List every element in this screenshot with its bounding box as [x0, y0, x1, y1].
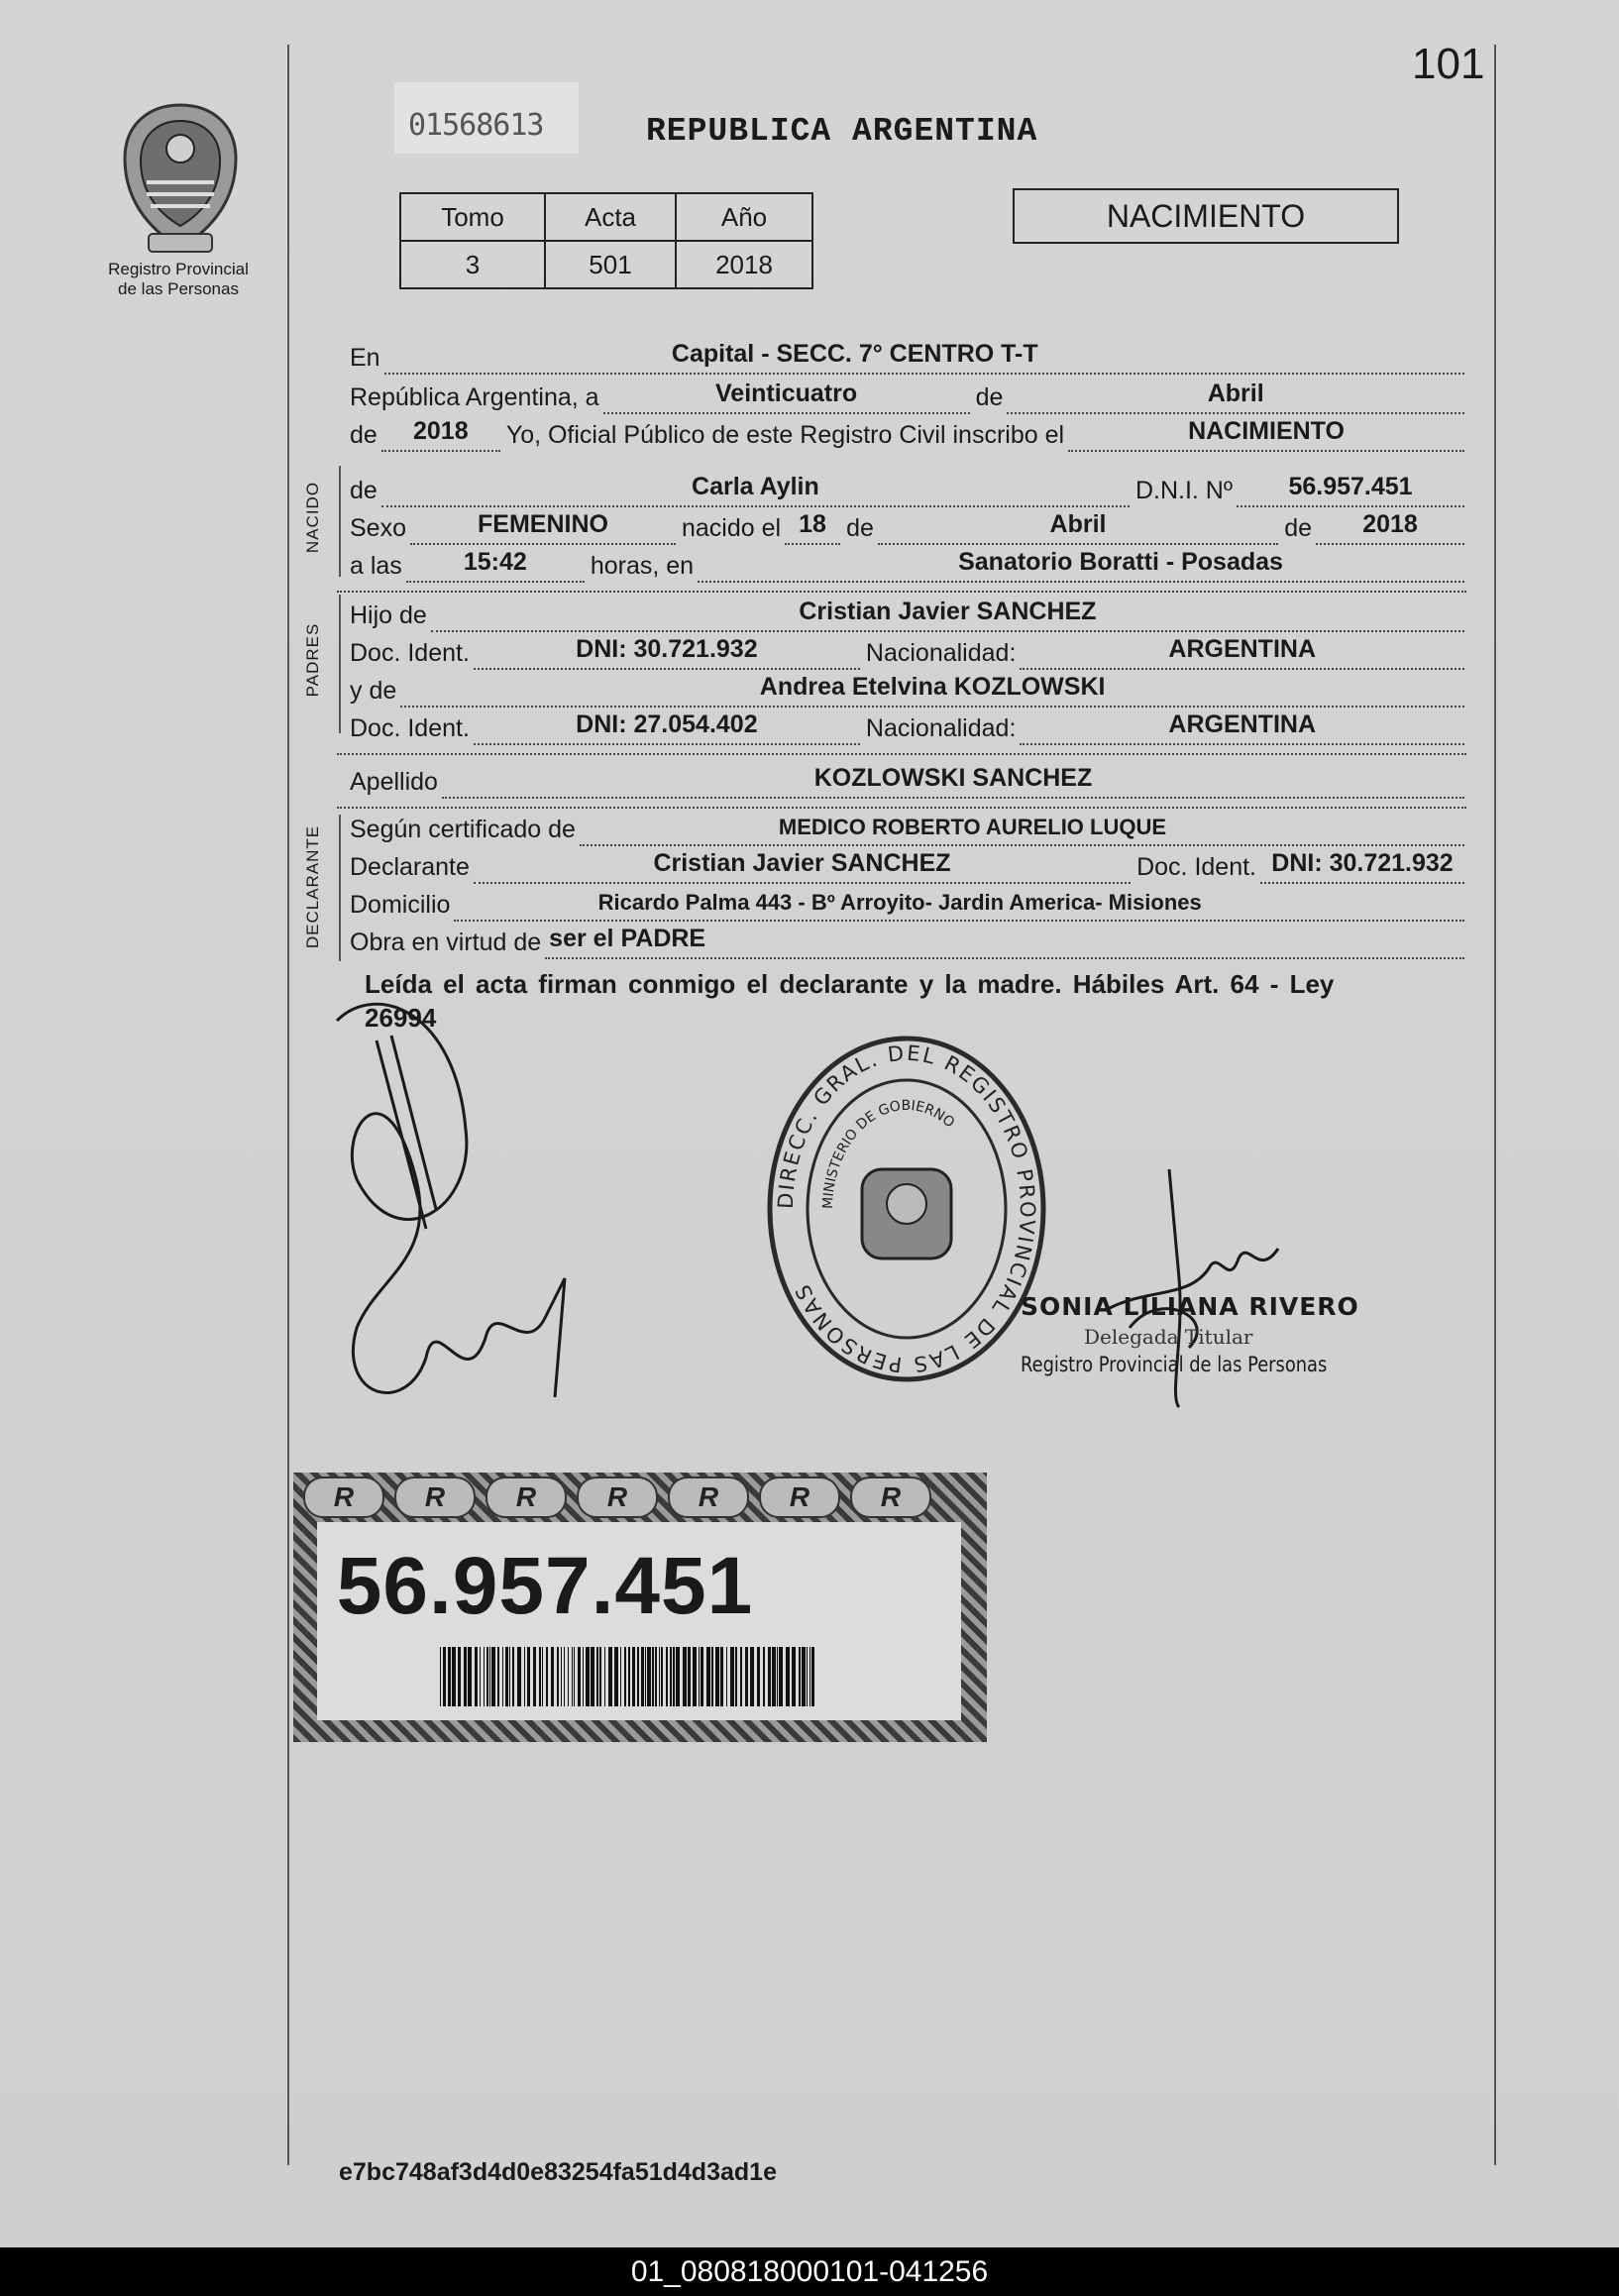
obra-label: Obra en virtud de	[350, 929, 542, 956]
domicilio-value: Ricardo Palma 443 - Bº Arroyito- Jardin America- Misiones	[597, 890, 1202, 915]
sticker-letter: R	[850, 1476, 931, 1518]
row-father	[350, 597, 1464, 632]
anio-header: Año	[676, 193, 812, 241]
barcode-bar	[557, 1647, 559, 1706]
barcode-bar	[655, 1647, 657, 1706]
row-declarante	[350, 848, 1464, 884]
barcode-bar	[464, 1647, 467, 1706]
declarante-section-label: DECLARANTE	[303, 824, 322, 949]
sticker-letter: R	[303, 1476, 384, 1518]
barcode-bar	[792, 1647, 796, 1706]
barcode-bar	[715, 1647, 719, 1706]
declarant-signature	[317, 981, 614, 1447]
barcode-bar	[726, 1647, 727, 1706]
tomo-value: 3	[400, 241, 545, 288]
year-value: 2018	[413, 417, 469, 445]
barcode-bar	[624, 1647, 626, 1706]
barcode-bar	[735, 1647, 737, 1706]
barcode-bar	[505, 1647, 508, 1706]
row-obra	[350, 924, 1464, 959]
place-value: Capital - SECC. 7° CENTRO T-T	[671, 340, 1038, 368]
barcode-bar	[546, 1647, 548, 1706]
sticker-letter: R	[486, 1476, 567, 1518]
barcode-bar	[711, 1647, 713, 1706]
barcode-bar	[608, 1647, 612, 1706]
barcode-bar	[578, 1647, 581, 1706]
nacido-de-label: de	[350, 477, 378, 504]
birth-month: Abril	[1049, 510, 1107, 538]
sticker-letter: R	[759, 1476, 840, 1518]
barcode-bar	[542, 1647, 543, 1706]
barcode-bar	[512, 1647, 514, 1706]
serial-number: 01568613	[394, 82, 579, 154]
footer-id: 01_080818000101-041256	[0, 2247, 1619, 2296]
closing-line-1: Leída el acta firman conmigo el declarante y la madre. Hábiles Art. 64 - Ley	[365, 969, 1335, 999]
padres-divider	[337, 753, 1466, 755]
crest-caption-line1: Registro Provincial	[108, 260, 249, 278]
barcode-bar	[786, 1647, 790, 1706]
child-name: Carla Aylin	[692, 473, 819, 500]
cert-value: MEDICO ROBERTO AURELIO LUQUE	[778, 815, 1167, 839]
father-nationality: ARGENTINA	[1168, 635, 1316, 663]
sticker-letter: R	[577, 1476, 658, 1518]
official-block	[1021, 1292, 1381, 1376]
id-sticker	[293, 1473, 987, 1742]
closing-line-2: 26994	[365, 1003, 437, 1033]
barcode-bar	[720, 1647, 723, 1706]
barcode-bar	[620, 1647, 621, 1706]
sticker-letter: R	[668, 1476, 749, 1518]
barcode-bar	[591, 1647, 594, 1706]
barcode-bar	[750, 1647, 754, 1706]
barcode-bar	[491, 1647, 495, 1706]
official-org: Registro Provincial de las Personas	[1021, 1353, 1328, 1376]
birth-de-label-2: de	[1284, 514, 1312, 542]
seal-inner-text: MINISTERIO DE GOBIERNO	[819, 1097, 958, 1210]
registry-table	[399, 192, 813, 289]
barcode-bar	[659, 1647, 660, 1706]
birth-time: 15:42	[463, 548, 527, 576]
barcode-bar	[699, 1647, 700, 1706]
declarante-doc: DNI: 30.721.932	[1271, 849, 1454, 877]
barcode-bar	[693, 1647, 697, 1706]
barcode-bar	[811, 1647, 814, 1706]
barcode-bar	[637, 1647, 639, 1706]
seal-text: DIRECC. GRAL. DEL REGISTRO PROVINCIAL DE LAS PERSONAS	[773, 1040, 1040, 1377]
barcode-bar	[596, 1647, 598, 1706]
barcode-bar	[799, 1647, 801, 1706]
barcode-bar	[666, 1647, 668, 1706]
barcode-bar	[647, 1647, 651, 1706]
barcode-bar	[673, 1647, 675, 1706]
crest-caption	[79, 260, 277, 299]
barcode-icon	[440, 1647, 816, 1706]
row-year	[350, 416, 1464, 452]
apellido-label: Apellido	[350, 768, 438, 796]
sticker-pattern	[293, 1473, 987, 1516]
barcode-bar	[509, 1647, 510, 1706]
province-crest-icon	[111, 99, 250, 258]
barcode-bar	[661, 1647, 663, 1706]
barcode-bar	[527, 1647, 530, 1706]
nacido-section-label: NACIDO	[303, 481, 322, 554]
barcode-bar	[533, 1647, 536, 1706]
de-label: de	[975, 383, 1004, 411]
father-name: Cristian Javier SANCHEZ	[799, 598, 1097, 625]
dni-label: D.N.I. Nº	[1134, 477, 1233, 504]
barcode-bar	[768, 1647, 771, 1706]
barcode-bar	[604, 1647, 605, 1706]
barcode-bar	[641, 1647, 644, 1706]
mother-nat-label: Nacionalidad:	[865, 714, 1017, 742]
barcode-bar	[586, 1647, 590, 1706]
barcode-bar	[772, 1647, 776, 1706]
sexo-value: FEMENINO	[478, 510, 608, 538]
document-hash: e7bc748af3d4d0e83254fa51d4d3ad1e	[339, 2158, 777, 2186]
yo-label: Yo, Oficial Público de este Registro Civil inscribo el	[505, 421, 1065, 449]
sexo-label: Sexo	[350, 514, 406, 542]
sticker-inner	[317, 1522, 961, 1720]
apellido-value: KOZLOWSKI SANCHEZ	[813, 764, 1093, 792]
de-year-label: de	[350, 421, 378, 449]
father-nat-label: Nacionalidad:	[865, 639, 1017, 667]
day-words-value: Veinticuatro	[715, 380, 858, 407]
row-apellido	[350, 763, 1464, 799]
barcode-bar	[614, 1647, 618, 1706]
yde-label: y de	[350, 677, 397, 705]
hijo-label: Hijo de	[350, 601, 427, 629]
barcode-bar	[701, 1647, 703, 1706]
horas-label: horas, en	[590, 552, 695, 580]
right-margin-line	[1494, 45, 1496, 2165]
page-number: 101	[1412, 40, 1485, 88]
mother-nationality: ARGENTINA	[1168, 711, 1316, 738]
barcode-bar	[779, 1647, 783, 1706]
event-type-box: NACIMIENTO	[1013, 188, 1399, 244]
barcode-bar	[574, 1647, 575, 1706]
barcode-bar	[440, 1647, 441, 1706]
acta-value: 501	[545, 241, 676, 288]
barcode-bar	[468, 1647, 472, 1706]
barcode-bar	[551, 1647, 554, 1706]
barcode-bar	[683, 1647, 687, 1706]
row-domicilio	[350, 886, 1464, 922]
barcode-bar	[802, 1647, 806, 1706]
row-cert	[350, 811, 1464, 846]
birth-year: 2018	[1362, 510, 1418, 538]
declarante-label: Declarante	[350, 853, 470, 881]
barcode-bar	[484, 1647, 485, 1706]
barcode-bar	[564, 1647, 565, 1706]
barcode-bar	[568, 1647, 569, 1706]
republica-label: República Argentina, a	[350, 383, 599, 411]
official-signature	[1070, 1159, 1288, 1417]
alas-label: a las	[350, 552, 402, 580]
barcode-bar	[645, 1647, 646, 1706]
barcode-bar	[443, 1647, 446, 1706]
barcode-bar	[652, 1647, 654, 1706]
barcode-bar	[486, 1647, 488, 1706]
crest-caption-line2: de las Personas	[118, 279, 239, 298]
barcode-bar	[448, 1647, 451, 1706]
tomo-header: Tomo	[400, 193, 545, 241]
row-mother-doc	[350, 710, 1464, 745]
barcode-bar	[502, 1647, 503, 1706]
mother-doc-label: Doc. Ident.	[350, 714, 470, 742]
barcode-bar	[475, 1647, 478, 1706]
barcode-bar	[452, 1647, 456, 1706]
obra-value: ser el PADRE	[549, 925, 706, 952]
country-title: REPUBLICA ARGENTINA	[646, 113, 1038, 150]
barcode-bar	[561, 1647, 562, 1706]
mother-name: Andrea Etelvina KOZLOWSKI	[759, 673, 1106, 701]
row-date	[350, 379, 1464, 414]
en-label: En	[350, 344, 380, 372]
barcode-bar	[757, 1647, 760, 1706]
barcode-bar	[730, 1647, 734, 1706]
father-doc-label: Doc. Ident.	[350, 639, 470, 667]
birth-day: 18	[799, 510, 826, 538]
barcode-bar	[763, 1647, 765, 1706]
row-father-doc	[350, 634, 1464, 670]
barcode-bar	[489, 1647, 490, 1706]
birth-de-label: de	[846, 514, 874, 542]
row-mother	[350, 672, 1464, 708]
official-seal-icon	[763, 1031, 1050, 1387]
declarante-doc-label: Doc. Ident.	[1136, 853, 1256, 881]
nacido-divider	[337, 591, 1466, 593]
barcode-bar	[524, 1647, 525, 1706]
nacido-bar	[339, 466, 341, 577]
barcode-bar	[807, 1647, 808, 1706]
child-dni: 56.957.451	[1288, 473, 1413, 500]
mother-doc: DNI: 27.054.402	[576, 711, 758, 738]
barcode-bar	[599, 1647, 601, 1706]
barcode-bar	[539, 1647, 541, 1706]
barcode-bar	[497, 1647, 499, 1706]
anio-value: 2018	[676, 241, 812, 288]
barcode-bar	[676, 1647, 680, 1706]
cert-label: Según certificado de	[350, 816, 576, 843]
barcode-bar	[740, 1647, 742, 1706]
barcode-bar	[480, 1647, 481, 1706]
event-value: NACIMIENTO	[1188, 417, 1345, 445]
barcode-bar	[583, 1647, 584, 1706]
month-value: Abril	[1207, 380, 1264, 407]
father-doc: DNI: 30.721.932	[576, 635, 758, 663]
birth-place: Sanatorio Boratti - Posadas	[958, 548, 1283, 576]
barcode-bar	[745, 1647, 748, 1706]
official-name: SONIA LILIANA RIVERO	[1021, 1292, 1359, 1321]
sticker-letter: R	[394, 1476, 476, 1518]
barcode-bar	[458, 1647, 461, 1706]
barcode-bar	[517, 1647, 521, 1706]
barcode-bar	[628, 1647, 630, 1706]
declarante-name: Cristian Javier SANCHEZ	[653, 849, 951, 877]
barcode-bar	[706, 1647, 710, 1706]
declarante-bar	[339, 815, 341, 961]
barcode-bar	[688, 1647, 691, 1706]
row-name	[350, 472, 1464, 507]
padres-section-label: PADRES	[303, 622, 322, 698]
row-sex-birth	[350, 509, 1464, 545]
nacido-el-label: nacido el	[681, 514, 782, 542]
padres-bar	[339, 595, 341, 733]
row-time-place	[350, 547, 1464, 583]
barcode-bar	[670, 1647, 672, 1706]
barcode-bar	[777, 1647, 778, 1706]
barcode-bar	[572, 1647, 573, 1706]
row-place	[350, 339, 1464, 375]
official-role: Delegada Titular	[1084, 1325, 1253, 1349]
domicilio-label: Domicilio	[350, 891, 451, 919]
acta-header: Acta	[545, 193, 676, 241]
barcode-bar	[632, 1647, 635, 1706]
sticker-id-number: 56.957.451	[336, 1541, 754, 1631]
